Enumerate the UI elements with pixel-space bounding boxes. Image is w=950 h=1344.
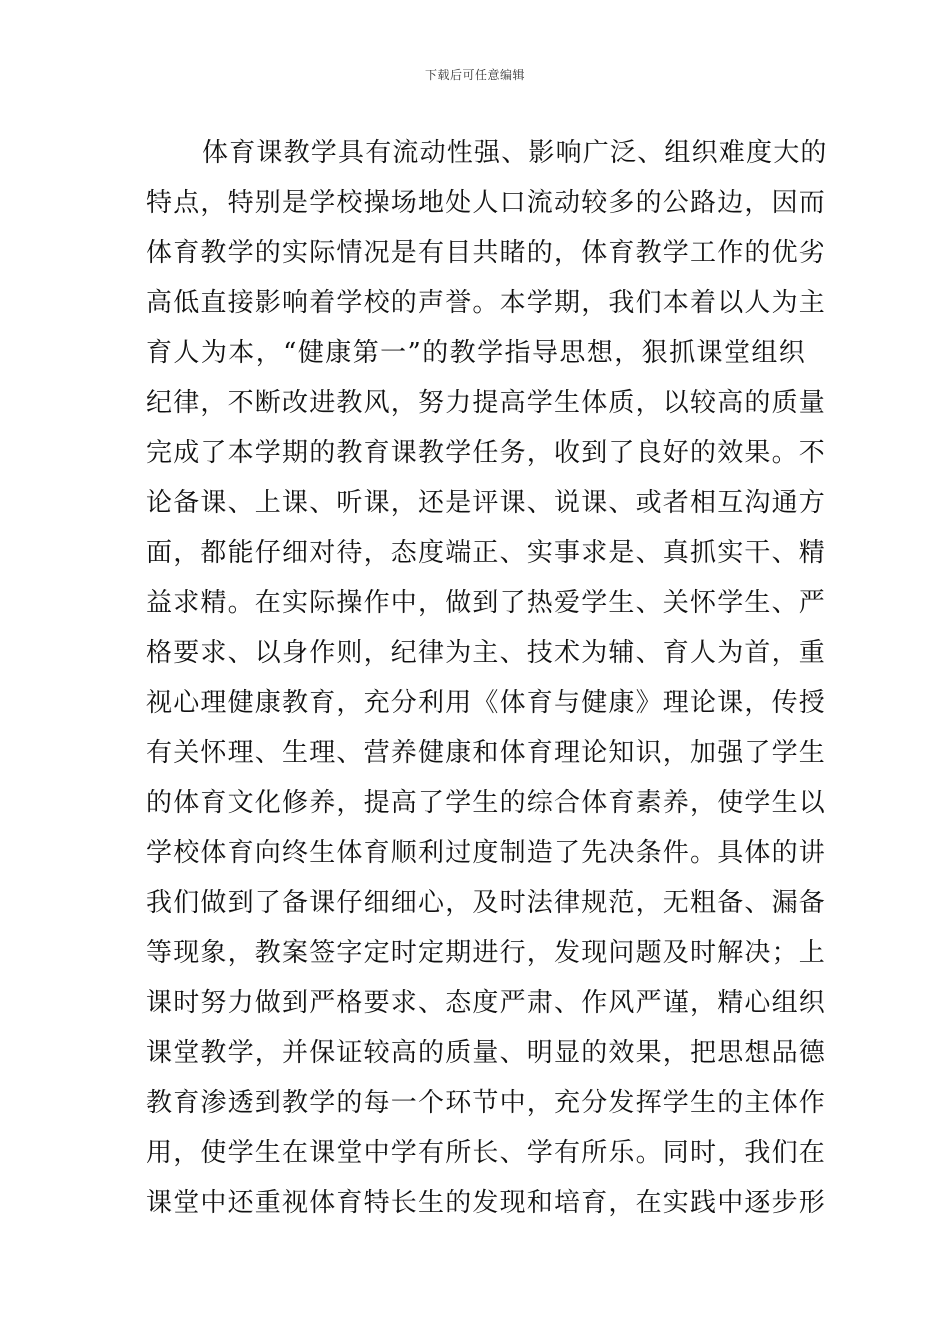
text-line: 课堂中还重视体育特长生的发现和培育，在实践中逐步形 <box>146 1188 827 1218</box>
text-line: 教育渗透到教学的每一个环节中，充分发挥学生的主体作 <box>146 1088 827 1118</box>
text-line: 面，都能仔细对待，态度端正、实事求是、真抓实干、精 <box>146 538 827 568</box>
text-line: 有关怀理、生理、营养健康和体育理论知识，加强了学生 <box>146 738 827 768</box>
text-line: 完成了本学期的教育课教学任务，收到了良好的效果。不 <box>146 438 827 468</box>
text-line: 高低直接影响着学校的声誉。本学期，我们本着以人为主 <box>146 288 827 318</box>
text-line: 益求精。在实际操作中，做到了热爱学生、关怀学生、严 <box>146 588 827 618</box>
text-line: 特点，特别是学校操场地处人口流动较多的公路边，因而 <box>146 188 827 218</box>
text-line: 我们做到了备课仔细细心，及时法律规范，无粗备、漏备 <box>146 888 827 918</box>
text-line: 课堂教学，并保证较高的质量、明显的效果，把思想品德 <box>146 1038 827 1068</box>
text-line: 课时努力做到严格要求、态度严肃、作风严谨，精心组织 <box>146 988 827 1018</box>
text-line: 育人为本，“健康第一”的教学指导思想，狠抓课堂组织 <box>146 338 806 368</box>
text-line: 体育课教学具有流动性强、影响广泛、组织难度大的 <box>202 138 828 168</box>
text-line: 学校体育向终生体育顺利过度制造了先决条件。具体的讲 <box>146 838 827 868</box>
text-line: 用，使学生在课堂中学有所长、学有所乐。同时，我们在 <box>146 1138 827 1168</box>
header-note: 下载后可任意编辑 <box>424 68 525 82</box>
text-line: 等现象，教案签字定时定期进行，发现问题及时解决；上 <box>146 938 827 968</box>
text-line: 视心理健康教育，充分利用《体育与健康》理论课，传授 <box>146 688 827 718</box>
text-line: 格要求、以身作则，纪律为主、技术为辅、育人为首，重 <box>146 638 827 668</box>
text-line: 纪律，不断改进教风，努力提高学生体质，以较高的质量 <box>146 388 827 418</box>
body-paragraph <box>146 128 828 1228</box>
text-line: 体育教学的实际情况是有目共睹的，体育教学工作的优劣 <box>146 238 827 268</box>
text-line: 论备课、上课、听课，还是评课、说课、或者相互沟通方 <box>146 488 827 518</box>
text-line: 的体育文化修养，提高了学生的综合体育素养，使学生以 <box>146 788 827 818</box>
